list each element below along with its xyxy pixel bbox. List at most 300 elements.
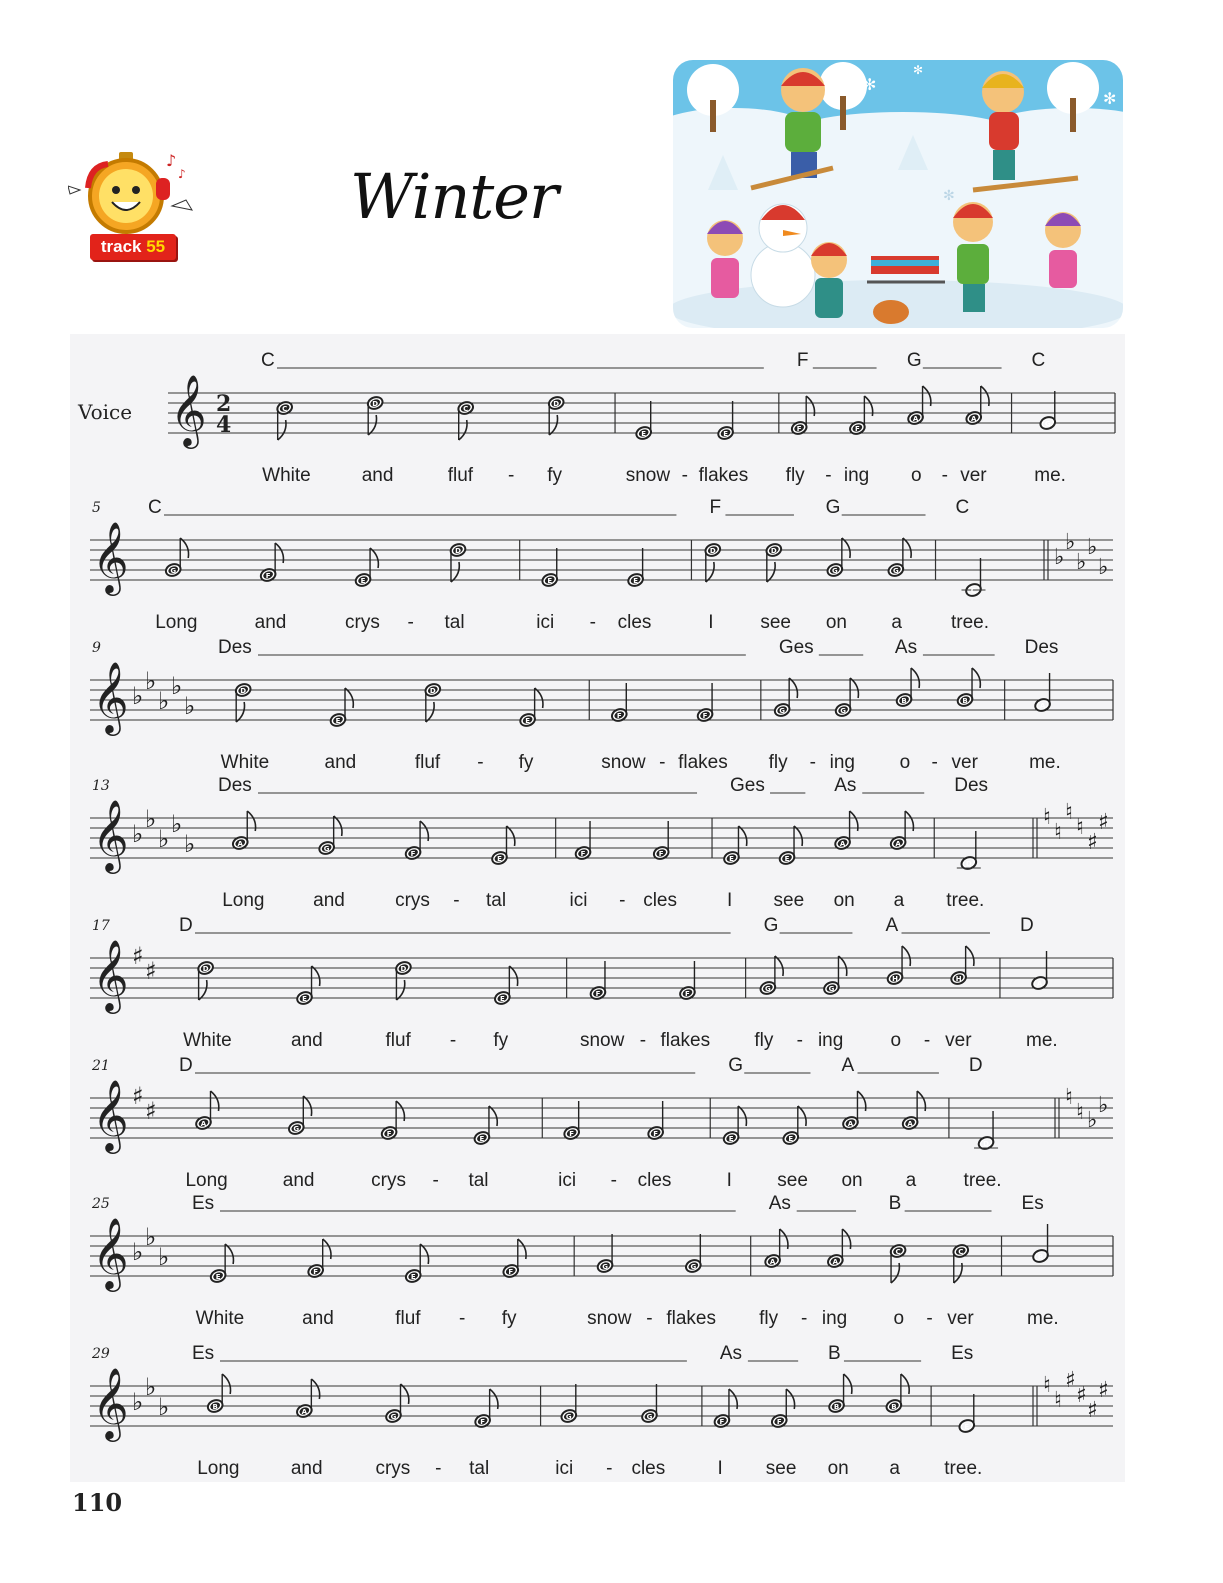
lyric-syllable: I bbox=[708, 612, 714, 633]
note bbox=[1032, 1224, 1050, 1264]
measure-number: 5 bbox=[92, 500, 101, 516]
chord-symbol: D bbox=[179, 1055, 193, 1076]
lyric-syllable: ici bbox=[536, 612, 555, 633]
staff-system bbox=[78, 1188, 1123, 1338]
note bbox=[385, 1384, 409, 1424]
note bbox=[958, 1394, 976, 1434]
lyric-syllable: I bbox=[717, 1458, 723, 1479]
note bbox=[822, 956, 846, 996]
time-signature-top: 2 bbox=[216, 391, 232, 417]
note bbox=[974, 1111, 998, 1151]
note bbox=[723, 826, 747, 866]
lyric-syllable: flakes bbox=[698, 465, 749, 486]
key-change-accidental-icon: ♭ bbox=[1098, 1093, 1109, 1118]
key-accidental-icon: ♭ bbox=[145, 1223, 157, 1251]
lyric-syllable: tal bbox=[469, 1458, 490, 1479]
note bbox=[907, 386, 931, 426]
note bbox=[722, 1106, 746, 1146]
note-letter: B bbox=[891, 1403, 897, 1411]
key-accidental-icon: ♯ bbox=[145, 1097, 157, 1125]
lyric-syllable: I bbox=[726, 1170, 732, 1191]
key-accidental-icon: ♭ bbox=[158, 1243, 170, 1271]
note-letter: F bbox=[313, 1268, 319, 1276]
note-letter: G bbox=[892, 567, 899, 575]
lyric-hyphen: - bbox=[923, 1030, 931, 1051]
key-change-accidental-icon: ♭ bbox=[1065, 530, 1076, 555]
track-number: 55 bbox=[146, 237, 166, 256]
note-letter: G bbox=[690, 1263, 697, 1271]
lyric-syllable: fluf bbox=[447, 465, 474, 486]
lyric-syllable: ing bbox=[821, 1308, 848, 1329]
note bbox=[885, 1374, 909, 1414]
lyric-syllable: flakes bbox=[678, 752, 728, 773]
treble-clef-icon: 𝄞 bbox=[92, 1078, 129, 1151]
note-letter: A bbox=[907, 1120, 913, 1128]
voice-label: Voice bbox=[78, 400, 133, 424]
note-letter: G bbox=[390, 1413, 397, 1421]
note-letter: C bbox=[282, 405, 288, 413]
note bbox=[950, 946, 974, 986]
staff-system bbox=[78, 632, 1123, 782]
lyric-syllable: ver bbox=[945, 1030, 972, 1051]
lyric-hyphen: - bbox=[646, 1308, 653, 1329]
staff-system bbox=[78, 492, 1123, 642]
chord-symbol: Ges bbox=[778, 637, 814, 658]
note bbox=[790, 396, 814, 436]
lyric-syllable: a bbox=[889, 1458, 900, 1479]
note bbox=[259, 543, 283, 583]
note bbox=[684, 1234, 702, 1274]
note-letter: C bbox=[895, 1248, 901, 1256]
lyric-hyphen: - bbox=[610, 1170, 617, 1191]
lyric-syllable: ing bbox=[843, 465, 870, 486]
note-letter: E bbox=[410, 1273, 416, 1281]
chord-symbol: As bbox=[719, 1343, 743, 1364]
lyric-syllable: fy bbox=[518, 752, 534, 773]
note-letter: F bbox=[569, 1130, 575, 1138]
lyric-syllable: crys bbox=[371, 1170, 406, 1191]
lyric-hyphen: - bbox=[659, 752, 666, 773]
note-letter: F bbox=[508, 1268, 514, 1276]
key-change-accidental-icon: ♯ bbox=[1098, 1378, 1109, 1403]
note bbox=[834, 678, 858, 718]
note bbox=[329, 688, 353, 728]
note-letter: E bbox=[633, 577, 639, 585]
note-letter: E bbox=[335, 717, 341, 725]
key-change-accidental-icon: ♮ bbox=[1054, 1388, 1062, 1413]
treble-clef-icon: 𝄞 bbox=[92, 1366, 129, 1439]
note-letter: A bbox=[200, 1120, 207, 1128]
note bbox=[627, 548, 645, 588]
lyric-hyphen: - bbox=[926, 1308, 933, 1329]
lyric-syllable: and bbox=[302, 1308, 334, 1329]
lyric-syllable: fy bbox=[501, 1308, 517, 1329]
note bbox=[547, 395, 565, 435]
note bbox=[474, 1389, 498, 1429]
note bbox=[1039, 391, 1057, 431]
note-letter: D bbox=[240, 687, 247, 695]
chord-symbol: Es bbox=[1021, 1193, 1044, 1214]
note bbox=[457, 400, 475, 440]
note-letter: A bbox=[769, 1258, 776, 1266]
chord-symbol: G bbox=[728, 1055, 744, 1076]
note-letter: E bbox=[215, 1273, 221, 1281]
lyric-syllable: see bbox=[760, 612, 791, 633]
chord-symbol: A bbox=[841, 1055, 855, 1076]
key-accidental-icon: ♭ bbox=[132, 820, 144, 848]
note bbox=[354, 548, 378, 588]
lyric-syllable: fly bbox=[785, 465, 805, 486]
lyric-syllable: Long bbox=[222, 890, 265, 911]
key-change-accidental-icon: ♮ bbox=[1076, 1100, 1084, 1125]
note bbox=[764, 1229, 788, 1269]
treble-clef-icon: 𝄞 bbox=[92, 1216, 129, 1289]
note bbox=[842, 1091, 866, 1131]
key-change-accidental-icon: ♮ bbox=[1065, 800, 1073, 825]
chord-symbol: Des bbox=[954, 775, 989, 796]
lyric-syllable: I bbox=[726, 890, 733, 911]
staff-system bbox=[78, 910, 1123, 1060]
key-accidental-icon: ♯ bbox=[145, 957, 157, 985]
key-accidental-icon: ♭ bbox=[158, 1393, 170, 1421]
key-accidental-icon: ♭ bbox=[145, 667, 157, 695]
note-letter: G bbox=[602, 1263, 608, 1271]
note bbox=[895, 668, 919, 708]
chord-symbol: D bbox=[179, 915, 193, 936]
note-letter: F bbox=[685, 990, 690, 998]
note bbox=[765, 542, 783, 582]
note bbox=[704, 542, 722, 582]
key-accidental-icon: ♭ bbox=[132, 1238, 144, 1266]
note bbox=[952, 1243, 970, 1283]
lyric-syllable: snow bbox=[601, 752, 646, 773]
note-letter: F bbox=[653, 1130, 659, 1138]
svg-text:✻: ✻ bbox=[943, 188, 955, 204]
lyric-syllable: snow bbox=[579, 1030, 625, 1051]
chord-symbol: G bbox=[763, 915, 779, 936]
key-change-accidental-icon: ♯ bbox=[1076, 1383, 1087, 1408]
lyric-hyphen: - bbox=[432, 1170, 439, 1191]
lyric-hyphen: - bbox=[459, 1308, 466, 1329]
lyric-syllable: ici bbox=[558, 1170, 577, 1191]
note bbox=[195, 1091, 219, 1131]
chord-symbol: G bbox=[906, 350, 922, 371]
note bbox=[901, 1091, 925, 1131]
lyric-syllable: cles bbox=[631, 1458, 666, 1479]
note-letter: G bbox=[828, 985, 835, 993]
lyric-syllable: crys bbox=[375, 1458, 411, 1479]
note-letter: E bbox=[728, 1135, 734, 1143]
lyric-syllable: me. bbox=[1027, 1308, 1059, 1329]
note bbox=[491, 826, 515, 866]
lyric-hyphen: - bbox=[435, 1458, 442, 1479]
note bbox=[296, 966, 320, 1006]
lyric-hyphen: - bbox=[809, 752, 816, 773]
chord-symbol: A bbox=[885, 915, 899, 936]
note-letter: A bbox=[839, 840, 846, 848]
lyric-hyphen: - bbox=[453, 890, 460, 911]
lyric-syllable: on bbox=[833, 890, 855, 911]
key-change-accidental-icon: ♯ bbox=[1065, 1368, 1076, 1393]
svg-text:♪: ♪ bbox=[178, 167, 186, 181]
lyric-syllable: tree. bbox=[944, 1458, 983, 1479]
note-letter: E bbox=[497, 855, 502, 863]
note-letter: C bbox=[463, 405, 469, 413]
treble-clef-icon: 𝄞 bbox=[170, 373, 207, 446]
note-letter: A bbox=[301, 1408, 308, 1416]
note-letter: F bbox=[580, 850, 586, 858]
lyric-syllable: and bbox=[313, 890, 345, 911]
lyric-syllable: White bbox=[183, 1030, 232, 1051]
treble-clef-icon: 𝄞 bbox=[92, 520, 129, 593]
note bbox=[759, 956, 783, 996]
time-signature-bottom: 4 bbox=[216, 412, 232, 438]
lyric-syllable: on bbox=[825, 612, 847, 633]
lyric-syllable: fy bbox=[547, 465, 562, 486]
lyric-syllable: ing bbox=[829, 752, 855, 773]
key-accidental-icon: ♭ bbox=[132, 682, 144, 710]
note bbox=[449, 542, 467, 582]
key-change-accidental-icon: ♯ bbox=[1087, 830, 1098, 855]
note-letter: H bbox=[892, 975, 898, 983]
page-number: 110 bbox=[72, 1488, 123, 1517]
lyric-syllable: o bbox=[911, 465, 922, 486]
treble-clef-icon: 𝄞 bbox=[92, 938, 129, 1011]
note-letter: G bbox=[646, 1413, 653, 1421]
treble-clef-icon: 𝄞 bbox=[92, 798, 129, 871]
lyric-syllable: Long bbox=[197, 1458, 240, 1479]
note-letter: E bbox=[302, 995, 307, 1003]
lyric-hyphen: - bbox=[589, 612, 596, 633]
key-change-accidental-icon: ♮ bbox=[1043, 1373, 1051, 1398]
key-accidental-icon: ♭ bbox=[158, 687, 170, 715]
note bbox=[647, 1101, 665, 1141]
lyric-syllable: tal bbox=[468, 1170, 489, 1191]
chord-symbol: Des bbox=[218, 637, 252, 658]
lyric-syllable: fy bbox=[493, 1030, 509, 1051]
chord-symbol: As bbox=[894, 637, 918, 658]
note-letter: G bbox=[170, 567, 177, 575]
note bbox=[231, 811, 255, 851]
lyric-syllable: a bbox=[891, 612, 902, 633]
note bbox=[197, 960, 215, 1000]
note bbox=[287, 1096, 311, 1136]
note-letter: H bbox=[955, 975, 962, 983]
chord-symbol: D bbox=[1019, 915, 1034, 936]
chord-symbol: G bbox=[825, 497, 841, 518]
note-letter: F bbox=[854, 425, 860, 433]
note bbox=[164, 538, 188, 578]
note-letter: G bbox=[779, 707, 786, 715]
note-letter: D bbox=[455, 547, 461, 555]
chord-symbol: Es bbox=[192, 1193, 215, 1214]
track-label: track bbox=[100, 237, 142, 256]
note bbox=[295, 1379, 319, 1419]
lyric-hyphen: - bbox=[507, 465, 515, 486]
note-letter: E bbox=[499, 995, 505, 1003]
note bbox=[773, 678, 797, 718]
note-letter: E bbox=[479, 1135, 485, 1143]
svg-text:✻: ✻ bbox=[1103, 89, 1117, 108]
winter-scene-illustration bbox=[673, 60, 1123, 328]
note bbox=[610, 683, 628, 723]
lyric-hyphen: - bbox=[681, 465, 688, 486]
note-letter: D bbox=[400, 965, 407, 973]
measure-number: 29 bbox=[92, 1346, 110, 1362]
note bbox=[276, 400, 294, 440]
staff-system bbox=[78, 1338, 1123, 1488]
lyric-syllable: tree. bbox=[946, 890, 985, 911]
key-accidental-icon: ♭ bbox=[171, 672, 183, 700]
track-badge bbox=[90, 234, 176, 260]
note bbox=[782, 1106, 806, 1146]
note bbox=[713, 1389, 737, 1429]
lyric-syllable: a bbox=[905, 1170, 917, 1191]
note bbox=[589, 961, 607, 1001]
key-accidental-icon: ♭ bbox=[171, 810, 183, 838]
chord-symbol: As bbox=[834, 775, 857, 796]
note-letter: B bbox=[901, 697, 907, 705]
chord-symbol: B bbox=[827, 1343, 841, 1364]
note-letter: F bbox=[410, 850, 416, 858]
key-accidental-icon: ♭ bbox=[158, 825, 170, 853]
treble-clef-icon: 𝄞 bbox=[92, 660, 129, 733]
lyric-syllable: crys bbox=[395, 890, 430, 911]
lyric-syllable: and bbox=[291, 1030, 323, 1051]
note-letter: B bbox=[962, 697, 968, 705]
note bbox=[493, 966, 517, 1006]
measure-number: 17 bbox=[92, 918, 110, 934]
note bbox=[889, 1243, 907, 1283]
note-letter: D bbox=[372, 400, 379, 408]
lyric-syllable: o bbox=[899, 752, 911, 773]
key-change-accidental-icon: ♭ bbox=[1098, 555, 1109, 580]
note bbox=[826, 538, 850, 578]
chord-symbol: As bbox=[768, 1193, 791, 1214]
note bbox=[1034, 673, 1052, 713]
note bbox=[519, 688, 543, 728]
lyric-syllable: Long bbox=[185, 1170, 228, 1191]
lyric-syllable: crys bbox=[345, 612, 380, 633]
note bbox=[828, 1374, 852, 1414]
note-letter: E bbox=[784, 855, 790, 863]
measure-number: 21 bbox=[92, 1058, 110, 1074]
note bbox=[560, 1384, 578, 1424]
note-letter: C bbox=[958, 1248, 964, 1256]
note-letter: C bbox=[970, 587, 977, 595]
lyric-syllable: tal bbox=[485, 890, 507, 911]
note bbox=[678, 961, 696, 1001]
lyric-syllable: me. bbox=[1034, 465, 1066, 486]
note-letter: A bbox=[1036, 980, 1043, 988]
measure-number: 25 bbox=[92, 1196, 110, 1212]
lyric-syllable: and bbox=[290, 1458, 323, 1479]
staff-system bbox=[78, 1050, 1123, 1200]
chord-symbol: D bbox=[968, 1055, 983, 1076]
lyric-syllable: ver bbox=[947, 1308, 974, 1329]
note-letter: B bbox=[212, 1403, 218, 1411]
chord-symbol: Es bbox=[192, 1343, 215, 1364]
note bbox=[886, 946, 910, 986]
lyric-syllable: snow bbox=[587, 1308, 632, 1329]
note bbox=[887, 538, 911, 578]
note bbox=[965, 386, 989, 426]
lyric-syllable: cles bbox=[637, 1170, 672, 1191]
lyric-syllable: see bbox=[765, 1458, 797, 1479]
chord-symbol: C bbox=[1031, 350, 1046, 371]
note bbox=[366, 395, 384, 435]
lyric-hyphen: - bbox=[449, 1030, 457, 1051]
chord-symbol: F bbox=[796, 350, 809, 371]
note-letter: F bbox=[658, 850, 664, 858]
lyric-syllable: o bbox=[893, 1308, 905, 1329]
key-change-accidental-icon: ♯ bbox=[1098, 810, 1109, 835]
lyric-syllable: flakes bbox=[660, 1030, 711, 1051]
key-change-accidental-icon: ♭ bbox=[1054, 545, 1065, 570]
note bbox=[770, 1389, 794, 1429]
key-change-accidental-icon: ♭ bbox=[1087, 535, 1098, 560]
note-letter: G bbox=[323, 845, 330, 853]
note bbox=[696, 683, 714, 723]
lyric-syllable: White bbox=[195, 1308, 245, 1329]
lyric-syllable: ici bbox=[555, 1458, 574, 1479]
lyric-hyphen: - bbox=[931, 752, 938, 773]
lyric-syllable: and bbox=[282, 1170, 315, 1191]
note bbox=[394, 960, 412, 1000]
lyric-hyphen: - bbox=[825, 465, 832, 486]
note-letter: G bbox=[840, 707, 846, 715]
lyric-syllable: fly bbox=[754, 1030, 774, 1051]
note-letter: E bbox=[729, 855, 734, 863]
lyric-syllable: tree. bbox=[963, 1170, 1002, 1191]
chord-symbol: Des bbox=[1024, 637, 1059, 658]
lyric-syllable: ici bbox=[569, 890, 588, 911]
key-change-accidental-icon: ♭ bbox=[1076, 550, 1087, 575]
lyric-syllable: fluf bbox=[395, 1308, 421, 1329]
note bbox=[834, 811, 858, 851]
note-letter: F bbox=[796, 425, 802, 433]
key-accidental-icon: ♯ bbox=[132, 942, 144, 970]
lyric-syllable: fly bbox=[768, 752, 788, 773]
lyric-hyphen: - bbox=[619, 890, 626, 911]
note bbox=[635, 401, 653, 441]
lyric-syllable: White bbox=[220, 752, 270, 773]
staff-system bbox=[78, 770, 1123, 920]
lyric-syllable: fly bbox=[759, 1308, 779, 1329]
note bbox=[1031, 951, 1049, 991]
note bbox=[209, 1244, 233, 1284]
key-change-accidental-icon: ♮ bbox=[1076, 815, 1084, 840]
note-letter: A bbox=[895, 840, 901, 848]
key-accidental-icon: ♭ bbox=[145, 805, 157, 833]
note-letter: E bbox=[964, 1423, 970, 1431]
note-letter: G bbox=[764, 985, 771, 993]
note-letter: A bbox=[237, 840, 243, 848]
lyric-syllable: and bbox=[254, 612, 287, 633]
note-letter: E bbox=[547, 577, 553, 585]
note bbox=[206, 1374, 230, 1414]
lyric-syllable: see bbox=[773, 890, 805, 911]
note-letter: D bbox=[709, 547, 716, 555]
chord-symbol: C bbox=[955, 497, 970, 518]
note-letter: F bbox=[776, 1418, 782, 1426]
chord-symbol: B bbox=[888, 1193, 902, 1214]
note-letter: G bbox=[831, 567, 838, 575]
lyric-syllable: tal bbox=[444, 612, 465, 633]
note-letter: D bbox=[965, 860, 972, 868]
chord-symbol: C bbox=[148, 497, 162, 518]
chord-symbol: F bbox=[709, 497, 722, 518]
